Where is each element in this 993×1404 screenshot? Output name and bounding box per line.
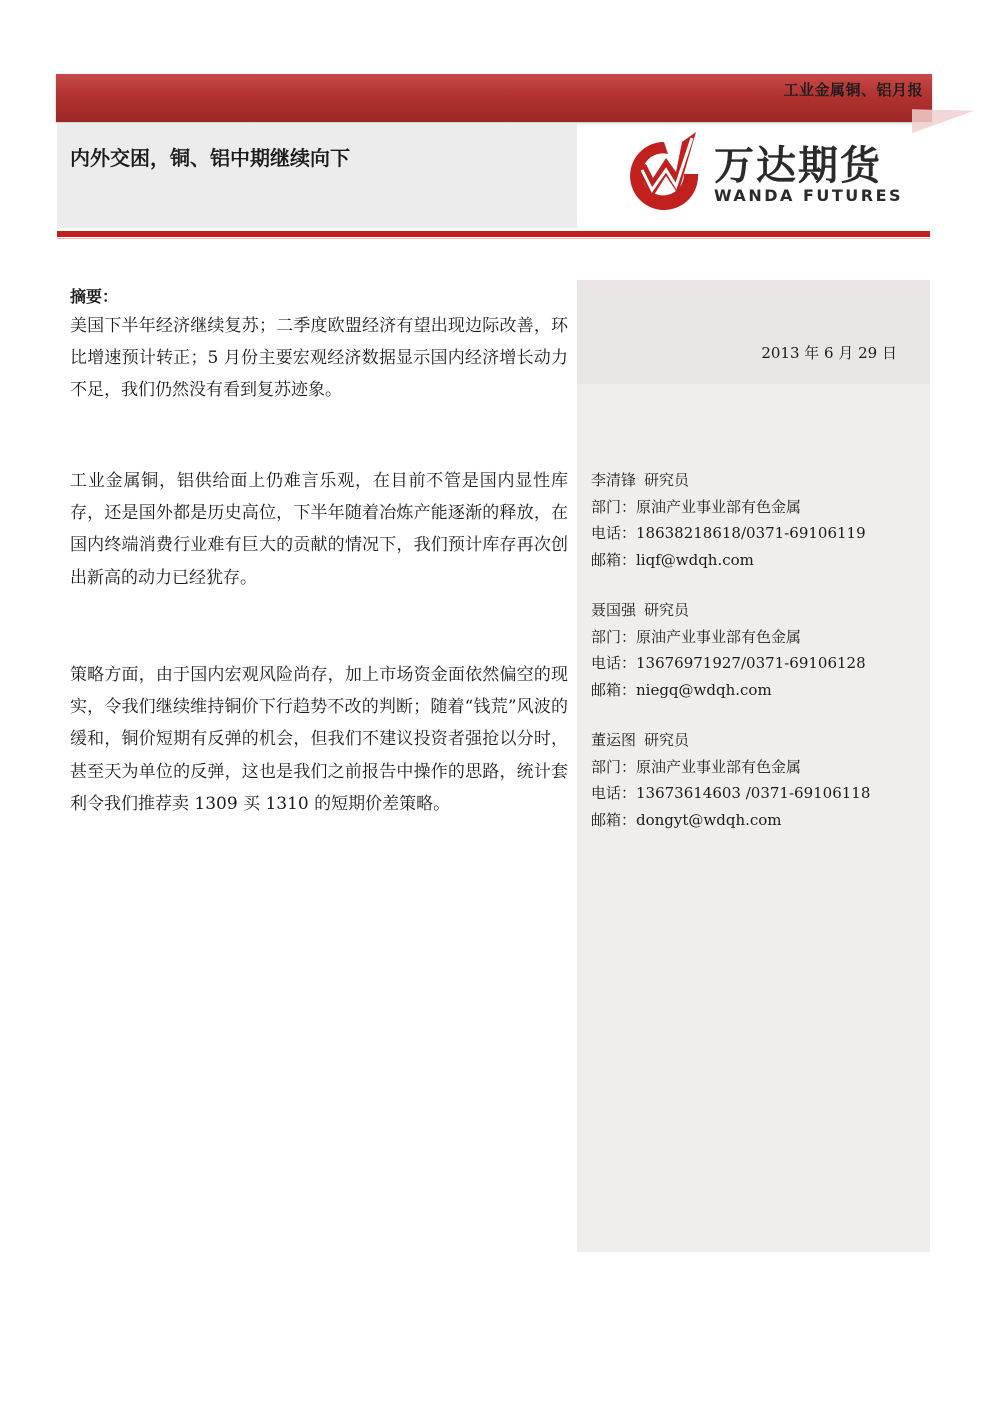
header-divider-shadow bbox=[57, 238, 930, 239]
analyst-name-line bbox=[591, 467, 911, 494]
logo-english-name: WANDA FUTURES bbox=[714, 186, 904, 205]
analyst-email[interactable]: 邮箱：dongyt@wdqh.com bbox=[591, 810, 782, 829]
report-title: 内外交困，铜、铝中期继续向下 bbox=[70, 146, 350, 170]
analyst-name: 聂国强 bbox=[591, 601, 637, 619]
summary-heading: 摘要： bbox=[70, 287, 119, 306]
analyst-contact-1 bbox=[591, 467, 911, 573]
summary-paragraph-1: 美国下半年经济继续复苏；二季度欧盟经济有望出现边际改善，环比增速预计转正；5 月份主要宏观经济数据显示国内经济增长动力不足，我们仍然没有看到复苏迹象。 bbox=[70, 316, 568, 401]
analyst-phone: 电话：13676971927/0371-69106128 bbox=[591, 654, 866, 672]
analyst-role: 研究员 bbox=[644, 731, 690, 749]
report-type-label: 工业金属铜、铝月报 bbox=[783, 81, 923, 99]
analyst-email[interactable]: 邮箱：liqf@wdqh.com bbox=[591, 550, 754, 569]
summary-paragraph-3: 策略方面，由于国内宏观风险尚存，加上市场资金面依然偏空的现实，令我们继续维持铜价下行趋势不改的判断；随着“钱荒”风波的缓和，铜价短期有反弹的机会，但我们不建议投资者强抢以分时，甚至天为单位的反弹，这也是我们之前报告中操作的思路，统计套利令我们推荐卖 1309 买 1310 的短期价差策略。 bbox=[70, 665, 568, 814]
analyst-contact-2 bbox=[591, 597, 911, 703]
analyst-role: 研究员 bbox=[644, 601, 690, 619]
report-date: 2013 年 6 月 29 日 bbox=[761, 344, 897, 362]
analyst-name-line bbox=[591, 727, 911, 754]
analyst-email[interactable]: 邮箱：niegq@wdqh.com bbox=[591, 680, 772, 699]
analyst-name-line bbox=[591, 597, 911, 624]
wanda-logo-icon bbox=[622, 128, 706, 216]
title-panel bbox=[57, 123, 577, 228]
analyst-contact-3 bbox=[591, 727, 911, 833]
analyst-dept: 部门：原油产业事业部有色金属 bbox=[591, 757, 802, 776]
header-divider bbox=[57, 231, 930, 237]
analyst-name: 董运图 bbox=[591, 731, 637, 749]
analyst-role: 研究员 bbox=[644, 471, 690, 489]
analyst-dept: 部门：原油产业事业部有色金属 bbox=[591, 497, 802, 516]
logo-chinese-name: 万达期货 bbox=[714, 143, 882, 189]
date-band bbox=[577, 280, 930, 384]
analyst-dept: 部门：原油产业事业部有色金属 bbox=[591, 627, 802, 646]
analyst-phone: 电话：13673614603 /0371-69106118 bbox=[591, 784, 871, 802]
analyst-phone: 电话：18638218618/0371-69106119 bbox=[591, 524, 866, 542]
summary-paragraph-2: 工业金属铜，铝供给面上仍难言乐观，在目前不管是国内显性库存，还是国外都是历史高位，下半年随着冶炼产能逐渐的释放，在国内终端消费行业难有巨大的贡献的情况下，我们预计库存再次创出新高的动力已经犹存。 bbox=[70, 471, 568, 588]
analyst-name: 李清锋 bbox=[591, 471, 637, 489]
company-logo bbox=[622, 128, 922, 216]
